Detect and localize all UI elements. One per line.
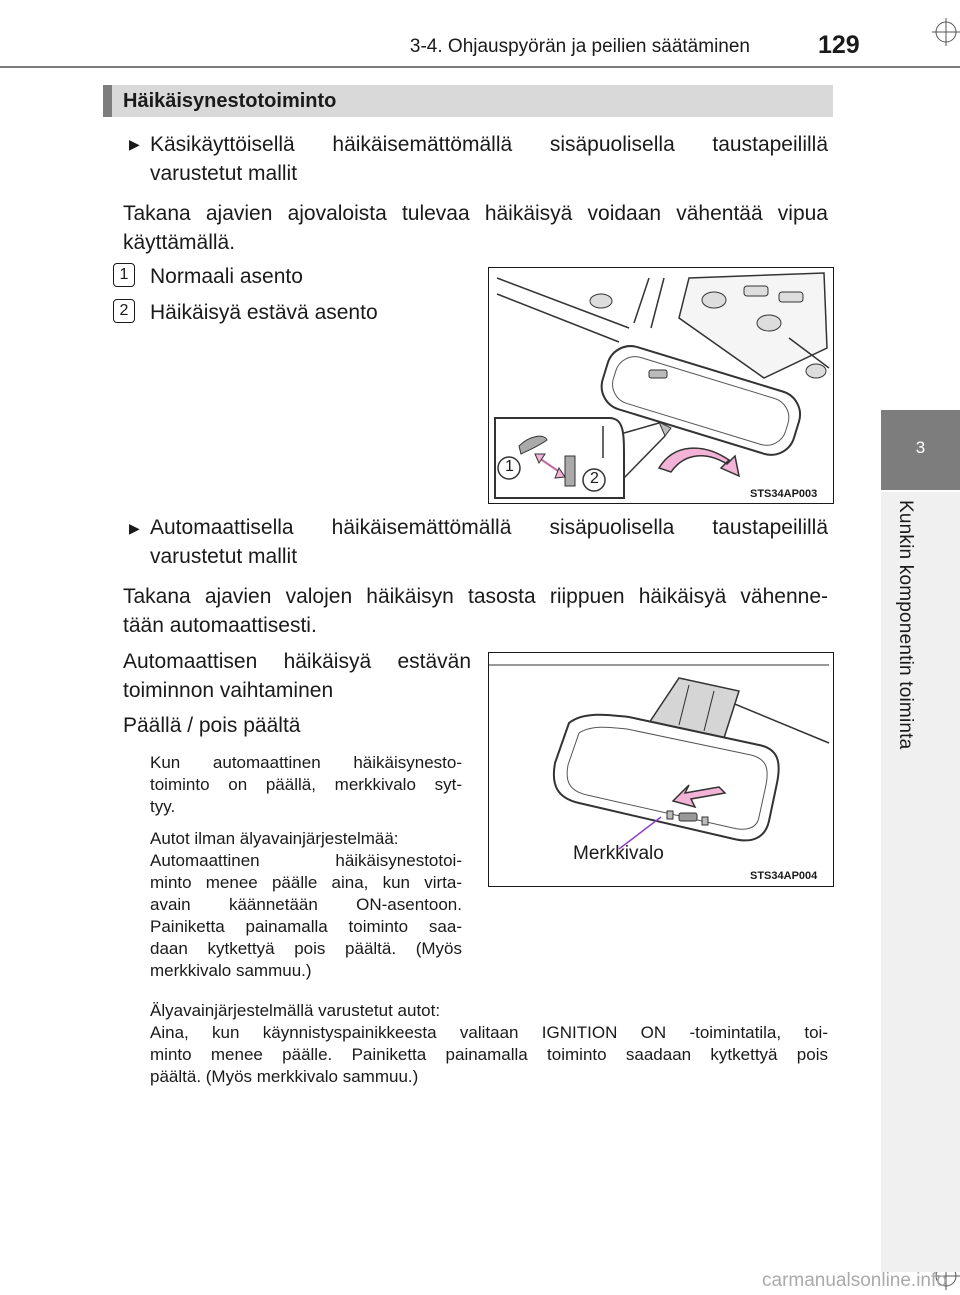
indicator-callout: Merkkivalo [573,843,664,864]
bullet-arrow-icon: ▶ [129,520,140,536]
note-nokey-line2: Automaattinen häikäisynestotoi- [150,851,462,870]
auto-desc-line2: tään automaattisesti. [123,614,317,637]
manual-bullet-line2: varustetut mallit [150,162,298,185]
note-nokey-line4: avain käännetään ON-asentoon. [150,895,462,914]
note-nokey-line7: merkkivalo sammuu.) [150,961,312,980]
chapter-number: 3 [915,438,926,457]
bullet-arrow-icon: ▶ [129,136,140,152]
figure-callout-1: 1 [505,458,514,475]
note-nokey-line3: minto menee päälle aina, kun virta- [150,873,462,892]
chapter-tab [881,410,960,490]
manual-desc-line2: käyttämällä. [123,231,236,254]
registration-mark-top [932,18,960,46]
note-smartkey-line1: Älyavainjärjestelmällä varustetut autot: [150,1001,441,1020]
manual-desc-line1: Takana ajavien ajovaloista tulevaa häikäisyä voidaan vähentää vipua [123,202,828,225]
note-nokey-line5: Painiketta painamalla toiminto saa- [150,917,462,936]
figure-code: STS34AP003 [750,488,818,500]
figure-callout-2: 2 [590,470,599,487]
manual-mirror-illustration [489,268,835,505]
note-smartkey-line2: Aina, kun käynnistyspainikkeesta valitaan IGNITION ON -toimintatila, toi- [150,1023,828,1042]
page-number: 129 [818,31,860,59]
note-indicator-line3: tyy. [150,797,176,816]
note-smartkey-line4: päältä. (Myös merkkivalo sammuu.) [150,1067,419,1086]
chapter-label: Kunkin komponentin toiminta [895,500,916,750]
item-number-2: 2 [113,299,135,323]
watermark: carmanualsonline.info [762,1270,947,1291]
section-header: 3-4. Ohjauspyörän ja peilien säätäminen [409,36,750,57]
header-rule [0,66,960,68]
note-nokey-line1: Autot ilman älyavainjärjestelmää: [150,829,399,848]
item-label-normal: Normaali asento [150,265,303,288]
auto-switch-heading-line1: Automaattisen häikäisyä estävän [123,650,471,673]
auto-desc-line1: Takana ajavien valojen häikäisyn tasosta riippuen häikäisyä vähenne- [123,585,828,608]
note-smartkey-line3: minto menee päälle. Painiketta painamalla toiminto saadaan kytkettyä pois [150,1045,828,1064]
auto-switch-heading-line2: toiminnon vaihtaminen [123,679,334,702]
note-indicator-line2: toiminto on päällä, merkkivalo syt- [150,775,462,794]
auto-bullet-line1: Automaattisella häikäisemättömällä sisäpuolisella taustapeilillä [150,516,828,539]
note-nokey-line6: daan kytkettyä pois päältä. (Myös [150,939,462,958]
on-off-heading: Päällä / pois päältä [123,714,301,737]
figure-auto-mirror [488,652,834,887]
figure-manual-mirror [488,267,834,504]
item-label-antiglare: Häikäisyä estävä asento [150,301,378,324]
auto-bullet-line2: varustetut mallit [150,545,298,568]
item-number-1: 1 [113,263,135,287]
section-title: Häikäisynestotoiminto [123,90,337,112]
note-indicator-line1: Kun automaattinen häikäisynesto- [150,753,462,772]
figure-code: STS34AP004 [750,870,818,882]
manual-bullet-line1: Käsikäyttöisellä häikäisemättömällä sisäpuolisella taustapeilillä [150,133,828,156]
